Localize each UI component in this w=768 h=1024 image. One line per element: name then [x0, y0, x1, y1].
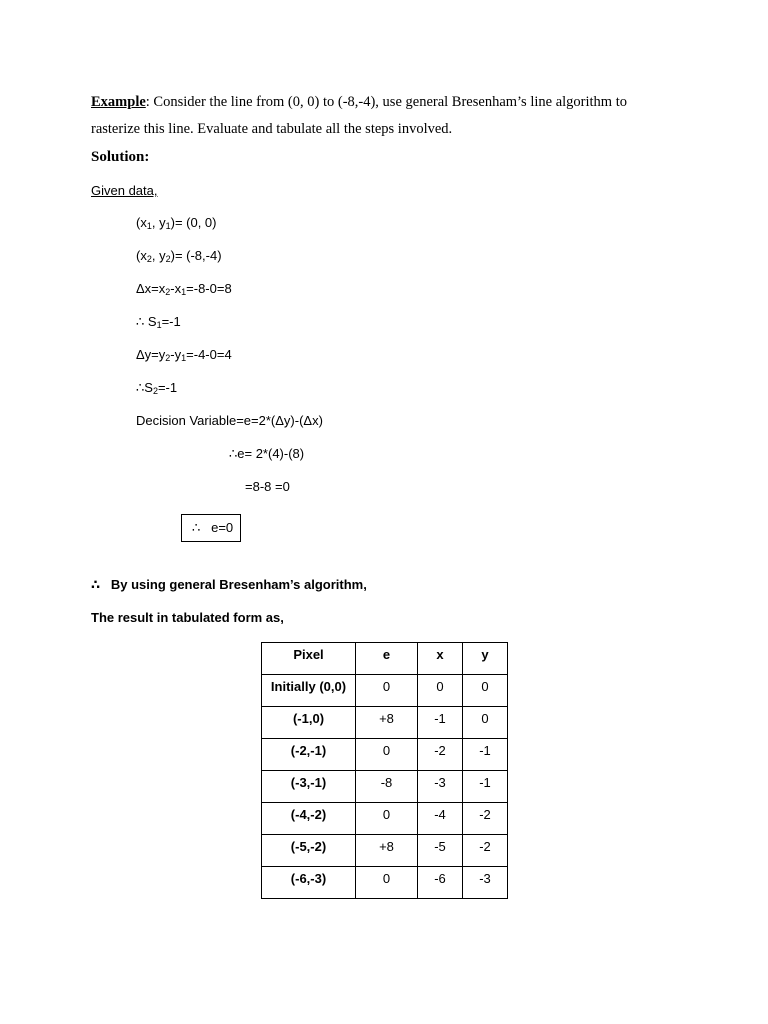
e-calculation-1: ∴e= 2*(4)-(8) [229, 446, 305, 461]
given-point-1 [136, 215, 216, 230]
subscript: 1 [156, 320, 162, 330]
e-calculation-2: =8-8 =0 [245, 479, 290, 494]
cell-y: -3 [463, 867, 508, 899]
table-header-row [262, 643, 508, 675]
cell-x: 0 [418, 675, 463, 707]
result-intro-line: The result in tabulated form as, [91, 610, 284, 625]
table-row [262, 803, 508, 835]
cell-y: -2 [463, 803, 508, 835]
text: =-1 [161, 314, 181, 329]
cell-pixel: (-6,-3) [262, 867, 356, 899]
method-line: ∴ By using general Bresenham’s algorithm, [91, 577, 367, 592]
text: ∴ S [136, 314, 157, 329]
cell-y: -1 [463, 739, 508, 771]
text: (x [136, 248, 147, 263]
subscript: 2 [165, 254, 171, 264]
solution-heading: Solution: [91, 149, 150, 165]
table-row [262, 675, 508, 707]
cell-pixel: (-1,0) [262, 707, 356, 739]
cell-x: -6 [418, 867, 463, 899]
subscript: 1 [181, 353, 187, 363]
cell-y: -1 [463, 771, 508, 803]
text: =-4-0=4 [186, 347, 232, 362]
delta-x-line [136, 281, 232, 296]
header-y: y [463, 643, 508, 675]
text: -x [170, 281, 182, 296]
cell-x: -1 [418, 707, 463, 739]
text: Δy=y [136, 347, 166, 362]
text: Δx=x [136, 281, 166, 296]
s2-line [136, 380, 177, 396]
subscript: 2 [165, 287, 171, 297]
cell-e: 0 [356, 739, 418, 771]
text: (x [136, 215, 147, 230]
subscript: 1 [181, 287, 187, 297]
cell-pixel: (-4,-2) [262, 803, 356, 835]
example-line-1 [91, 94, 627, 111]
subscript: 2 [146, 254, 152, 264]
table-row [262, 867, 508, 899]
cell-e: 0 [356, 867, 418, 899]
subscript: 2 [152, 386, 158, 396]
example-text-1: : Consider the line from (0, 0) to (-8,-4), use general Bresenham’s line algorithm to [145, 94, 627, 110]
example-line-2: rasterize this line. Evaluate and tabulate all the steps involved. [91, 121, 453, 137]
cell-pixel: (-5,-2) [262, 835, 356, 867]
cell-e: -8 [356, 771, 418, 803]
header-e: e [356, 643, 418, 675]
cell-y: 0 [463, 707, 508, 739]
cell-y: -2 [463, 835, 508, 867]
subscript: 2 [165, 353, 171, 363]
cell-e: 0 [356, 675, 418, 707]
text: ∴S [136, 380, 153, 395]
table-row [262, 835, 508, 867]
e-result-box: ∴ e=0 [181, 514, 241, 542]
table-row [262, 707, 508, 739]
example-label: Example [91, 94, 146, 110]
text: , y [151, 248, 166, 263]
cell-pixel: (-2,-1) [262, 739, 356, 771]
cell-e: +8 [356, 707, 418, 739]
delta-y-line [136, 347, 232, 362]
cell-e: 0 [356, 803, 418, 835]
cell-x: -2 [418, 739, 463, 771]
result-table [261, 642, 508, 899]
text: , y [151, 215, 166, 230]
given-heading: Given data, [91, 183, 158, 198]
cell-pixel: Initially (0,0) [262, 675, 356, 707]
header-pixel: Pixel [262, 643, 356, 675]
text: =-1 [157, 380, 178, 395]
cell-e: +8 [356, 835, 418, 867]
decision-variable-line: Decision Variable=e=2*(Δy)-(Δx) [136, 413, 323, 428]
cell-x: -3 [418, 771, 463, 803]
subscript: 1 [146, 221, 152, 231]
text: -y [170, 347, 182, 362]
subscript: 1 [165, 221, 171, 231]
table-row [262, 739, 508, 771]
cell-x: -4 [418, 803, 463, 835]
text: )= (-8,-4) [170, 248, 222, 263]
text: )= (0, 0) [170, 215, 217, 230]
text: =-8-0=8 [186, 281, 232, 296]
given-point-2 [136, 248, 222, 263]
cell-y: 0 [463, 675, 508, 707]
table-row [262, 771, 508, 803]
cell-pixel: (-3,-1) [262, 771, 356, 803]
header-x: x [418, 643, 463, 675]
cell-x: -5 [418, 835, 463, 867]
s1-line [136, 314, 181, 330]
